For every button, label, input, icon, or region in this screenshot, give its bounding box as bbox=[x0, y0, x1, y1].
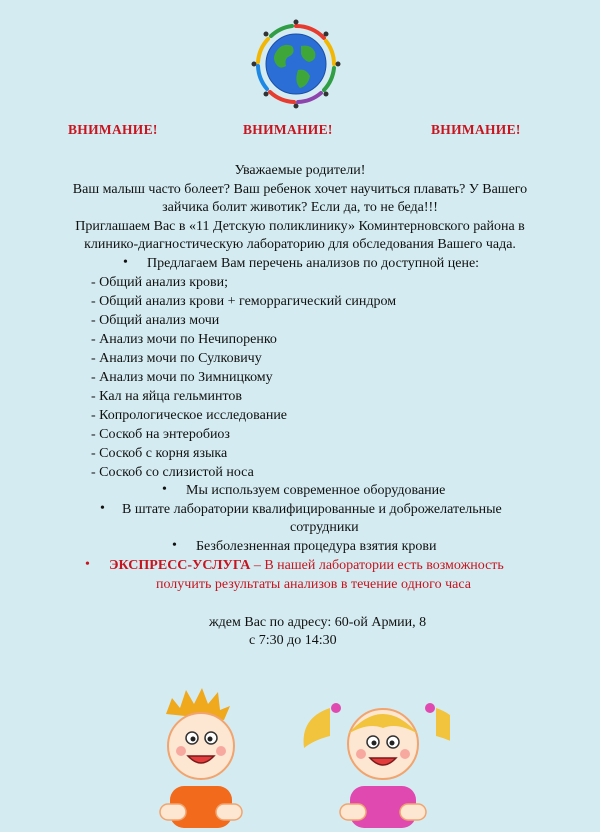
bullet-icon: • bbox=[162, 482, 167, 497]
list-item: - Анализ мочи по Сулковичу bbox=[91, 351, 262, 366]
address: ждем Вас по адресу: 60-ой Армии, 8 bbox=[209, 615, 427, 630]
list-item: - Общий анализ крови; bbox=[91, 275, 229, 290]
feature-equipment: Мы используем современное оборудование bbox=[186, 483, 446, 498]
list-item: - Общий анализ крови + геморрагический синдром bbox=[91, 294, 397, 309]
offer-heading: Предлагаем Вам перечень анализов по доступной цене: bbox=[147, 256, 480, 271]
attention-label-2: ВНИМАНИЕ! bbox=[243, 122, 333, 137]
intro-line-3: Приглашаем Вас в «11 Детскую поликлинику» Коминтерновского района в bbox=[75, 218, 525, 234]
hours: с 7:30 до 14:30 bbox=[249, 633, 337, 648]
list-item: - Анализ мочи по Зимницкому bbox=[91, 370, 273, 385]
bullet-icon-red: • bbox=[85, 557, 90, 572]
analyses-list bbox=[91, 273, 531, 482]
bullet-icon: • bbox=[100, 501, 105, 516]
list-item: - Соскоб на энтеробиоз bbox=[91, 427, 230, 442]
express-line-1: – В нашей лаборатории есть возможность bbox=[250, 558, 504, 573]
bullet-icon: • bbox=[172, 538, 177, 553]
intro-line-2: зайчика болит животик? Если да, то не беда!!! bbox=[162, 200, 438, 215]
intro-line-1: Ваш малыш часто болеет? Ваш ребенок хочет научиться плавать? У Вашего bbox=[72, 181, 528, 197]
list-item: - Соскоб со слизистой носа bbox=[91, 465, 254, 480]
greeting: Уважаемые родители! bbox=[234, 163, 366, 178]
feature-express bbox=[109, 557, 504, 576]
express-title: ЭКСПРЕСС-УСЛУГА bbox=[109, 558, 251, 573]
intro-line-4: клинико-диагностическую лабораторию для обследования Вашего чада. bbox=[84, 237, 516, 252]
express-line-2: получить результаты анализов в течение одного часа bbox=[156, 577, 471, 592]
list-item: - Копрологическое исследование bbox=[91, 408, 288, 423]
attention-label-1: ВНИМАНИЕ! bbox=[68, 122, 158, 137]
feature-staff-line-1: В штате лаборатории квалифицированные и доброжелательные bbox=[122, 502, 502, 517]
boy-figure bbox=[160, 688, 242, 828]
feature-painless: Безболезненная процедура взятия крови bbox=[196, 539, 437, 554]
list-item: - Соскоб с корня языка bbox=[91, 446, 228, 461]
list-item: - Анализ мочи по Нечипоренко bbox=[91, 332, 277, 347]
feature-staff-line-2: сотрудники bbox=[290, 520, 359, 535]
list-item: - Кал на яйца гельминтов bbox=[91, 389, 243, 404]
girl-figure bbox=[304, 703, 450, 828]
attention-label-3: ВНИМАНИЕ! bbox=[431, 122, 521, 137]
globe-kids-logo bbox=[246, 14, 346, 114]
kids-illustration bbox=[150, 668, 450, 828]
bullet-icon: • bbox=[123, 255, 128, 270]
list-item: - Общий анализ мочи bbox=[91, 313, 220, 328]
